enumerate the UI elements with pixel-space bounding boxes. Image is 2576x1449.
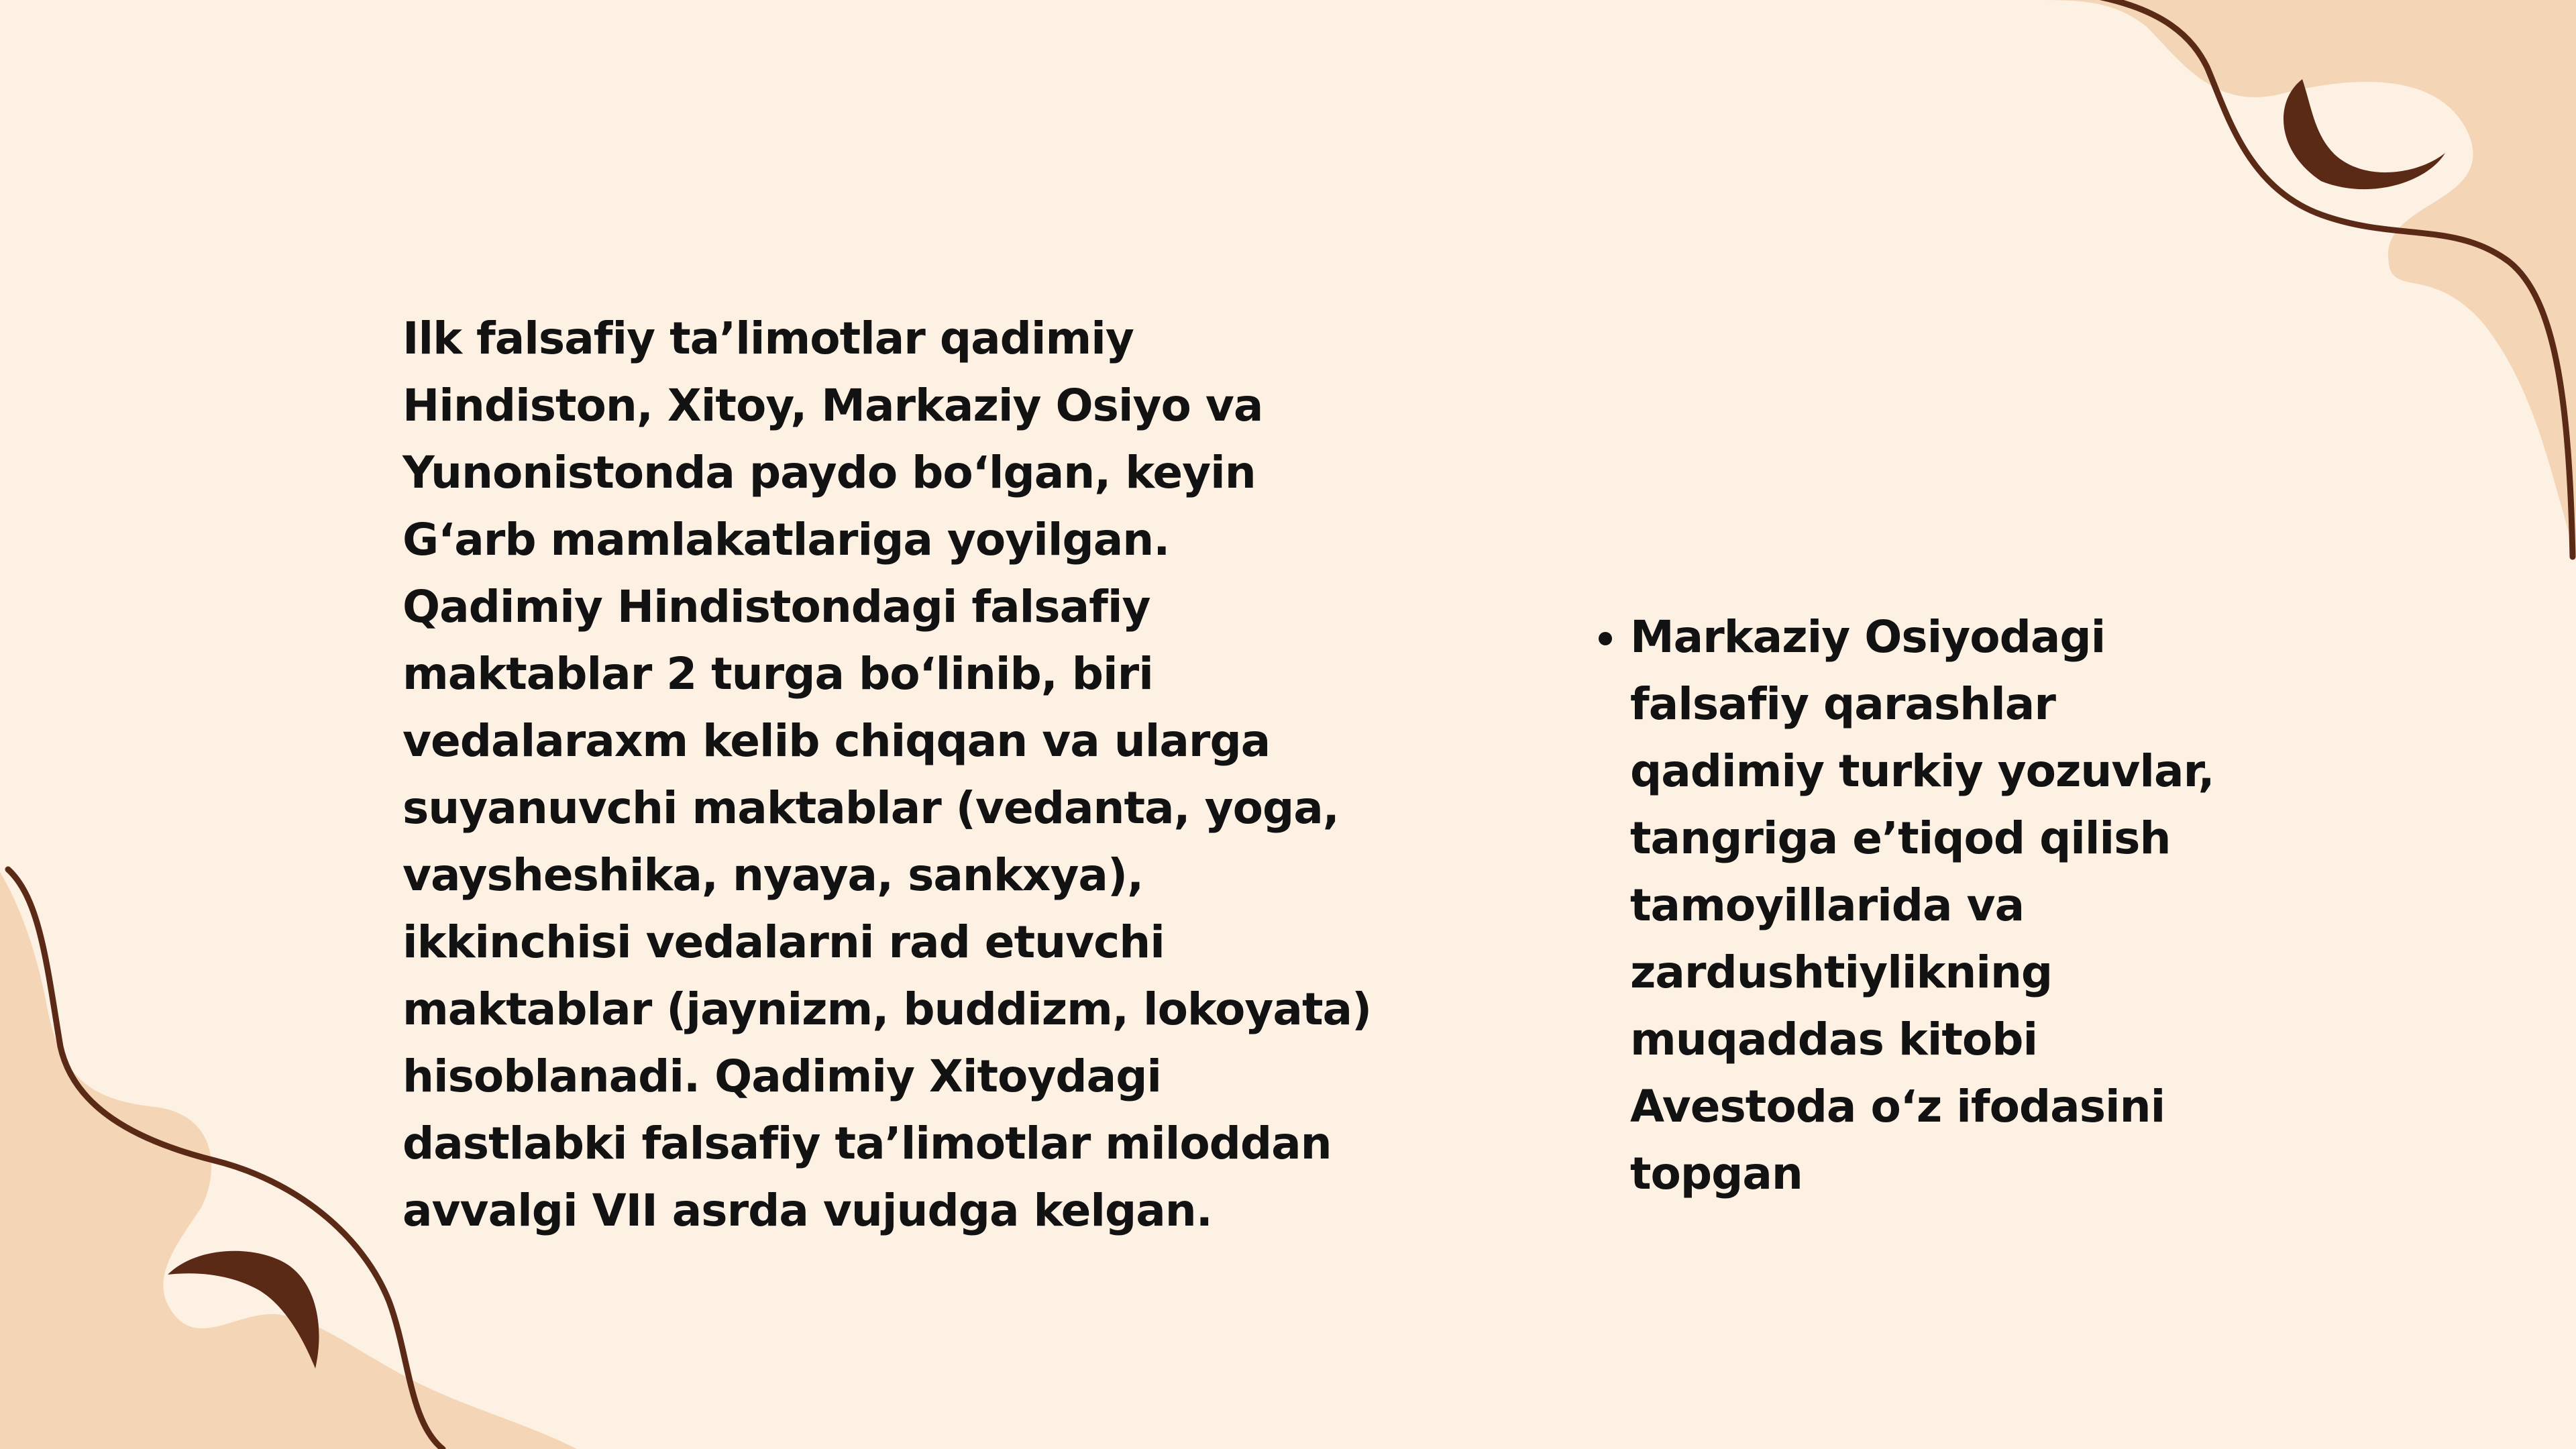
bullet-item: • Markaziy Osiyodagi falsafiy qarashlar qadimiy turkiy yozuvlar, tangriga e’tiqod qilish tamoyillarida va zardushtiylikning muqaddas kitobi Avestoda o‘z ifodasini topgan xyxy=(1630,604,2247,1208)
bullet-list xyxy=(1583,604,2247,1208)
main-paragraph: Ilk falsafiy ta’limotlar qadimiy Hindiston, Xitoy, Markaziy Osiyo va Yunonistonda paydo bo‘lgan, keyin G‘arb mamlakatlariga yoyilgan. Qadimiy Hindistondagi falsafiy maktablar 2 turga bo‘linib, biri vedalaraxm kelib chiqqan va ularga suyanuvchi maktablar (vedanta, yoga, vaysheshika, nyaya, sankxya), ikkinchisi vedalarni rad etuvchi maktablar (jaynizm, buddizm, lokoyata) hisoblanadi. Qadimiy Xitoydagi dastlabki falsafiy ta’limotlar miloddan avvalgi VII asrda vujudga kelgan. xyxy=(402,313,1372,1236)
top-right-crescent-shape xyxy=(2284,79,2445,189)
top-right-blob-shape xyxy=(2033,0,2576,557)
